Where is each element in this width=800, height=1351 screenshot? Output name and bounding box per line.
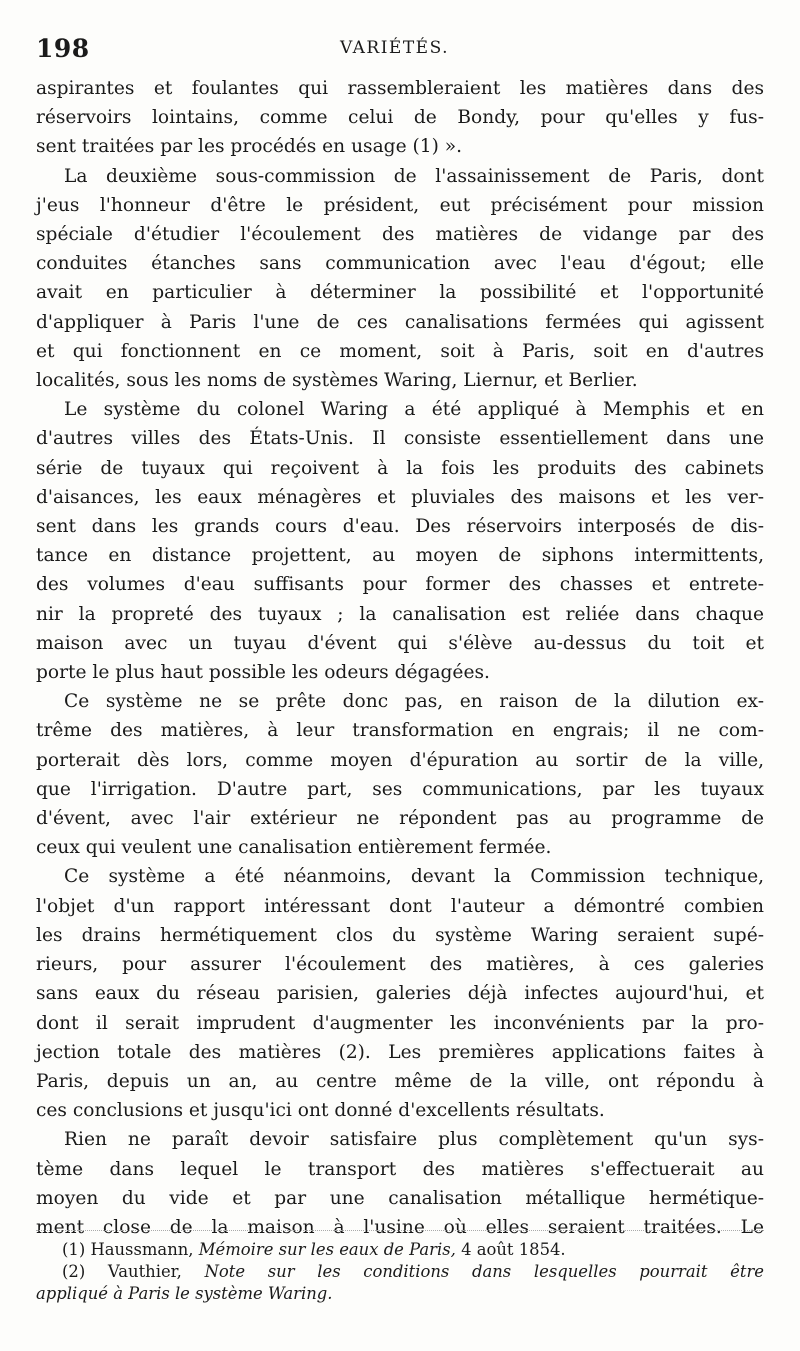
footnote-title: Note sur les conditions dans lesquelles pourrait être (204, 1262, 764, 1281)
footnote (36, 1261, 764, 1283)
footnote-author: Vauthier, (107, 1262, 182, 1281)
text-line: Rien ne paraît devoir satisfaire plus complètement qu'un sys- (64, 1129, 764, 1151)
footnote-marker: (2) (62, 1262, 86, 1281)
text-line: ceux qui veulent une canalisation entièrement fermée. (36, 837, 552, 859)
paragraph (36, 162, 764, 396)
text-line: ces conclusions et jusqu'ici ont donné d'excellents résultats. (36, 1100, 605, 1122)
text-line: sent dans les grands cours d'eau. Des réservoirs interposés de dis- (36, 516, 764, 538)
text-line: rieurs, pour assurer l'écoulement des matières, à ces galeries (36, 954, 764, 976)
paragraph (36, 74, 764, 162)
text-line: maison avec un tuyau d'évent qui s'élève au-dessus du toit et (36, 632, 764, 654)
text-line: Ce système ne se prête donc pas, en raison de la dilution ex- (64, 691, 764, 713)
paragraph (36, 1125, 764, 1242)
text-line: des volumes d'eau suffisants pour former des chasses et entrete- (36, 574, 764, 596)
text-line: ment close de la maison à l'usine où elles seraient traitées. Le (36, 1216, 764, 1238)
footnote-title: appliqué à Paris le système Waring. (36, 1284, 333, 1303)
text-line: Le système du colonel Waring a été appliqué à Memphis et en (64, 399, 764, 421)
text-line: série de tuyaux qui reçoivent à la fois les produits des cabinets (36, 457, 764, 479)
text-line: tance en distance projettent, au moyen de siphons intermittents, (36, 545, 764, 567)
text-line: réservoirs lointains, comme celui de Bondy, pour qu'elles y fus- (36, 107, 764, 129)
text-line: sent traitées par les procédés en usage (1) ». (36, 136, 463, 158)
footnote-author: Haussmann, (90, 1240, 194, 1259)
text-line: d'aisances, les eaux ménagères et pluviales des maisons et les ver- (36, 486, 764, 508)
footnote-rest: 4 août 1854. (461, 1240, 566, 1259)
text-line: Paris, depuis un an, au centre même de la ville, ont répondu à (36, 1070, 764, 1092)
paragraph (36, 862, 764, 1125)
footnote-marker: (1) (62, 1240, 86, 1259)
body-text (36, 74, 764, 1242)
footnotes (36, 1230, 764, 1305)
text-line: Ce système a été néanmoins, devant la Commission technique, (64, 866, 764, 888)
footnote (36, 1239, 764, 1261)
text-line: tème dans lequel le transport des matières s'effectuerait au (36, 1158, 764, 1180)
text-line: La deuxième sous-commission de l'assainissement de Paris, dont (64, 165, 764, 187)
page-number: 198 (36, 34, 90, 63)
book-page (36, 34, 764, 1242)
text-line: d'évent, avec l'air extérieur ne répondent pas au programme de (36, 808, 764, 830)
text-line: avait en particulier à déterminer la possibilité et l'opportunité (36, 282, 764, 304)
text-line: aspirantes et foulantes qui rassembleraient les matières dans des (36, 78, 764, 99)
paragraph (36, 395, 764, 687)
text-line: jection totale des matières (2). Les premières applications faites à (36, 1041, 764, 1063)
paragraph (36, 687, 764, 862)
text-line: porterait dès lors, comme moyen d'épuration au sortir de la ville, (36, 749, 764, 771)
text-line: localités, sous les noms de systèmes Waring, Liernur, et Berlier. (36, 370, 638, 392)
text-line: d'appliquer à Paris l'une de ces canalisations fermées qui agissent (36, 311, 764, 333)
text-line: spéciale d'étudier l'écoulement des matières de vidange par des (36, 224, 764, 246)
text-line: conduites étanches sans communication avec l'eau d'égout; elle (36, 253, 764, 275)
text-line: l'objet d'un rapport intéressant dont l'auteur a démontré combien (36, 895, 764, 917)
text-line: nir la propreté des tuyaux ; la canalisation est reliée dans chaque (36, 603, 764, 625)
text-line: d'autres villes des États-Unis. Il consiste essentiellement dans une (36, 428, 764, 450)
running-title: VARIÉTÉS. (340, 38, 450, 58)
running-header (36, 34, 764, 74)
text-line: sans eaux du réseau parisien, galeries déjà infectes aujourd'hui, et (36, 983, 764, 1005)
text-line: et qui fonctionnent en ce moment, soit à Paris, soit en d'autres (36, 340, 764, 362)
footnote-title: Mémoire sur les eaux de Paris, (198, 1240, 456, 1259)
text-line: porte le plus haut possible les odeurs dégagées. (36, 662, 490, 684)
footnote (36, 1283, 764, 1305)
text-line: moyen du vide et par une canalisation métallique hermétique- (36, 1187, 764, 1209)
text-line: les drains hermétiquement clos du système Waring seraient supé- (36, 924, 764, 946)
text-line: que l'irrigation. D'autre part, ses communications, par les tuyaux (36, 778, 764, 800)
text-line: trême des matières, à leur transformation en engrais; il ne com- (36, 720, 764, 742)
text-line: dont il serait imprudent d'augmenter les inconvénients par la pro- (36, 1012, 764, 1034)
text-line: j'eus l'honneur d'être le président, eut précisément pour mission (36, 194, 764, 216)
